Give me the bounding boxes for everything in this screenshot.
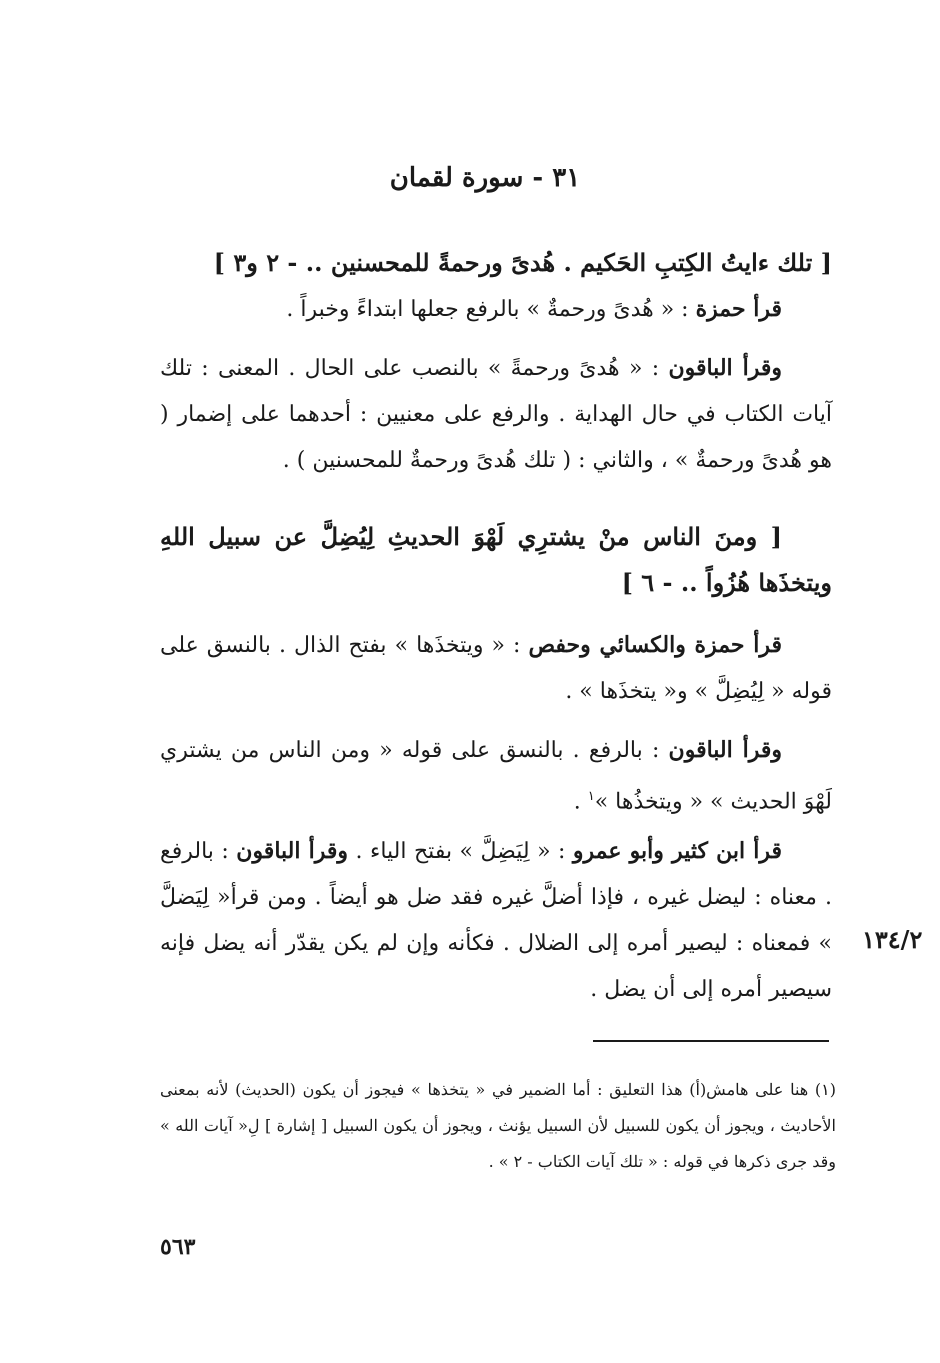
reading-text: : « ويتخذَها » بفتح الذال . بالنسق على قوله « لِيُضِلَّ » و« يتخذَها » .	[160, 633, 832, 704]
page-number: ٥٦٣	[160, 1234, 196, 1260]
reading-lead: وقرأ الباقون	[236, 838, 349, 864]
reading-lead: وقرأ الباقون	[668, 737, 782, 763]
passage-2	[160, 514, 832, 825]
paragraph	[160, 286, 832, 333]
reading-text: : « هُدىً ورحمةً » بالنصب على الحال . المعنى : تلك آيات الكتاب في حال الهداية . والرفع على معنيين : أحدهما على إضمار ( هو هُدىً ورحمةٌ » ، والثاني : ( تلك هُدىً ورحمةٌ للمحسنين ) .	[160, 356, 832, 473]
footnote: (١) هنا على هامش(أ) هذا التعليق : أما الضمير في « يتخذها » فيجوز أن يكون (الحديث) لأنه بمعنى الأحاديث ، ويجوز أن يكون للسبيل لأن السبيل يؤنث ، ويجوز أن يكون السبيل [ إشارة ] لِ« آيات الله » وقد جرى ذكرها في قوله : « تلك آيات الكتاب - ٢ » .	[160, 1080, 837, 1171]
reading-text: : بالرفع . معناه : ليضل غيره ، فإذا أضلَّ غيره فقد ضل هو أيضاً . ومن قرأ« لِيَضلَّ » فمعناه : ليصير أمره إلى الضلال . فكأنه وإن لم يكن يقدّر أنه يضل فإنه سيصير أمره إلى أن يضل .	[160, 839, 832, 1002]
footnote-ref[interactable]: ١	[587, 789, 595, 804]
reading-text: : « هُدىً ورحمةٌ » بالرفع جعلها ابتداءً وخبراً .	[286, 297, 696, 322]
paragraph	[160, 622, 832, 715]
reading-text: : بالرفع . بالنسق على قوله « ومن الناس من يشتري لَهْوَ الحديث » « ويتخذُها »	[160, 738, 832, 815]
reading-lead: قرأ حمزة	[695, 296, 782, 322]
passage-1	[160, 240, 832, 484]
footnote-divider	[593, 1040, 829, 1042]
passage-3	[160, 828, 832, 1013]
reading-lead: قرأ ابن كثير وأبو عمرو	[572, 838, 783, 864]
reading-lead: وقرأ الباقون	[668, 355, 782, 381]
paragraph	[160, 828, 832, 1013]
manuscript-folio-note: ١٣٤/٢	[862, 925, 923, 954]
reading-text: : « لِيَضِلَّ » بفتح الياء .	[348, 839, 573, 864]
paragraph	[160, 345, 832, 484]
paragraph	[160, 727, 832, 825]
page-title: ٣١ - سورة لقمان	[389, 163, 581, 193]
verse-quote: [ تلك ءايتُ الكِتبِ الحَكيم . هُدىً ورحمةً للمحسنين .. - ٢ و٣ ]	[213, 248, 832, 277]
verse-quote: [ ومنَ الناس منْ يشترِي لَهْوَ الحديثِ لِيُضِلَّ عن سبيل اللهِ ويتخذَها هُزُواً .. - ٦ ]	[160, 522, 832, 597]
reading-text: .	[573, 789, 588, 815]
reading-lead: قرأ حمزة والكسائي وحفص	[528, 632, 782, 658]
